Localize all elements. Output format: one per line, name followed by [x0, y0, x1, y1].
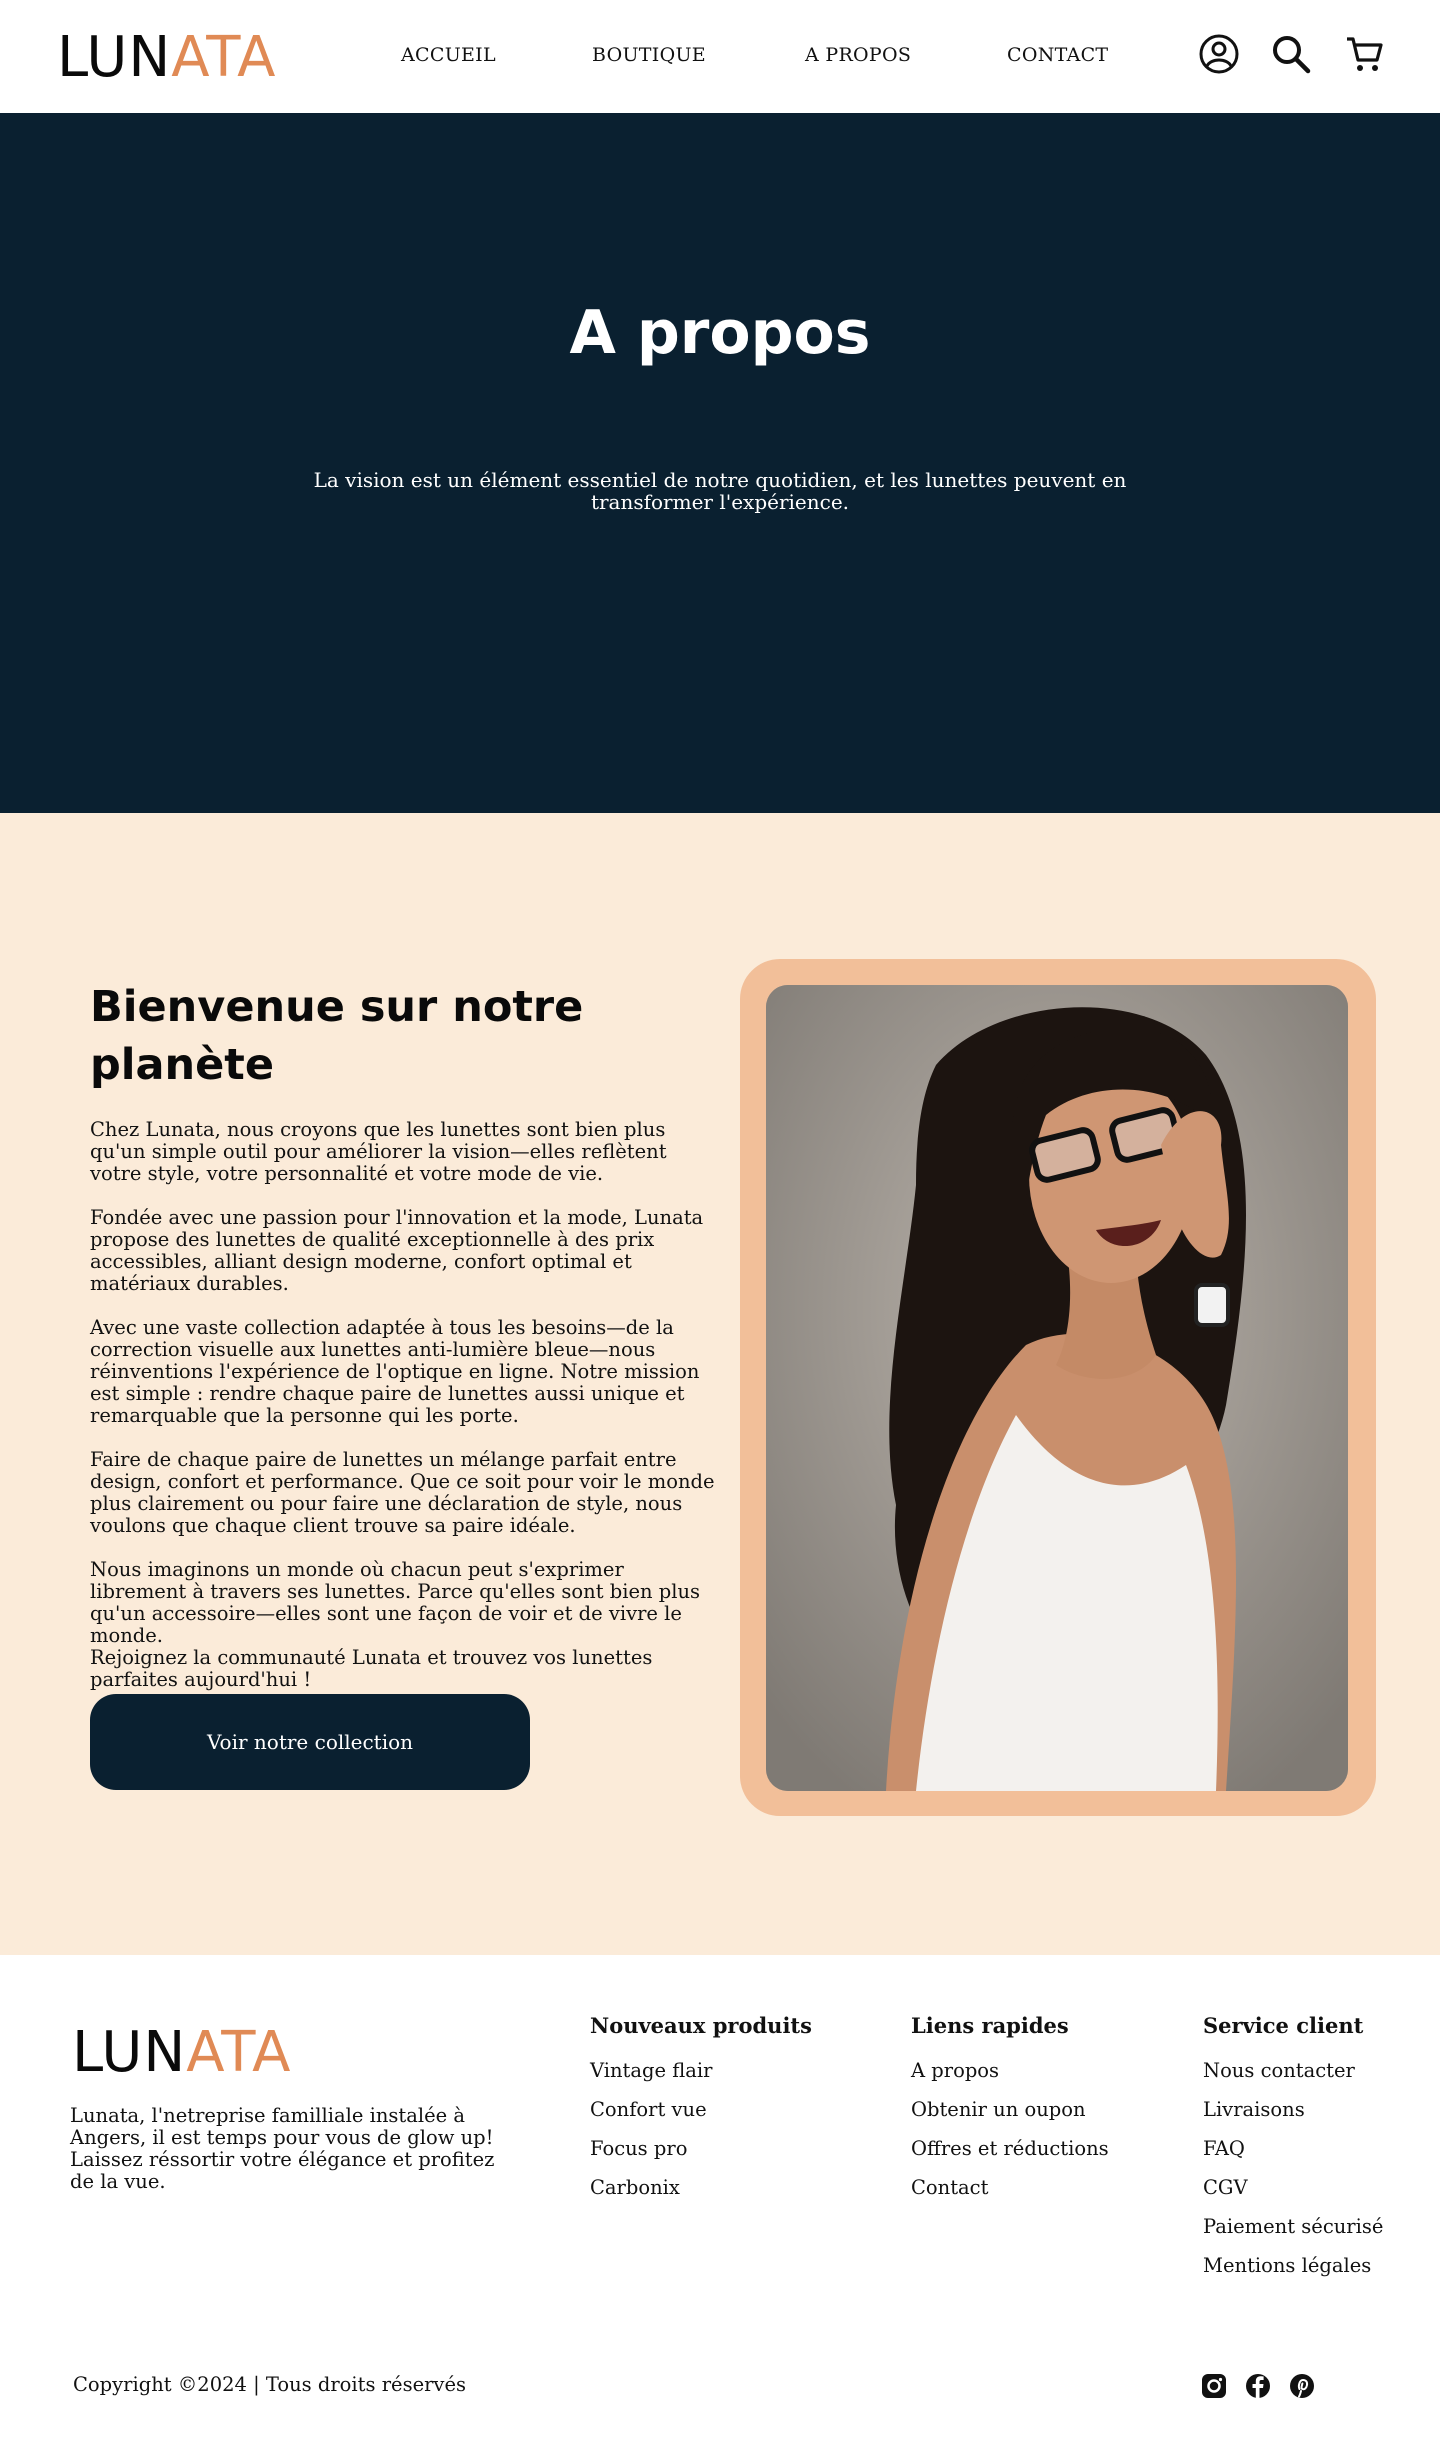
about-paragraph: Chez Lunata, nous croyons que les lunettes sont bien plus qu'un simple outil pour améliorer la vision—elles reflètent votre style, votre personnalité et votre mode de vie. — [90, 1118, 667, 1185]
about-paragraph: Avec une vaste collection adaptée à tous les besoins—de la correction visuelle aux lunettes anti-lumière bleue—nous réinventions l'expérience de l'optique en ligne. Notre mission est simple : rendre chaque paire de lunettes aussi unique et remarquable que la personne qui les porte. — [90, 1316, 700, 1427]
about-section — [0, 813, 1440, 1955]
footer-link[interactable]: Nous contacter — [1203, 2059, 1355, 2082]
footer-logo-part1: LUN — [72, 2020, 187, 2085]
about-paragraph: Nous imaginons un monde où chacun peut s'exprimer librement à travers ses lunettes. Parce qu'elles sont bien plus qu'un accessoire—elles sont une façon de voir et de vivre le monde. — [90, 1558, 701, 1647]
site-footer — [0, 1955, 1440, 2455]
facebook-icon[interactable] — [1245, 2373, 1271, 2399]
about-title: Bienvenue sur notre planète — [90, 982, 584, 1090]
footer-column-new-products — [590, 2013, 812, 2216]
brand-logo-part2: ATA — [171, 25, 277, 90]
footer-column-title: Service client — [1203, 2013, 1364, 2038]
nav-a-propos[interactable]: A PROPOS — [805, 44, 912, 66]
footer-link[interactable]: Confort vue — [590, 2098, 707, 2121]
footer-logo[interactable] — [72, 2020, 292, 2085]
search-icon[interactable] — [1270, 33, 1312, 75]
footer-column-title: Liens rapides — [911, 2013, 1069, 2038]
about-paragraph: Rejoignez la communauté Lunata et trouvez vos lunettes parfaites aujourd'hui ! — [90, 1646, 653, 1691]
nav-boutique[interactable]: BOUTIQUE — [592, 44, 706, 66]
footer-column-customer-service — [1203, 2013, 1383, 2294]
about-paragraph: Faire de chaque paire de lunettes un mélange parfait entre design, confort et performance. Que ce soit pour voir le monde plus clairement ou pour faire une déclaration de style, nous voulons que chaque client trouve sa paire idéale. — [90, 1448, 715, 1537]
footer-link[interactable]: CGV — [1203, 2176, 1248, 2199]
footer-link[interactable]: Obtenir un oupon — [911, 2098, 1086, 2121]
cart-icon[interactable] — [1344, 33, 1386, 75]
footer-logo-part2: ATA — [186, 2020, 292, 2085]
woman-with-glasses-photo — [766, 985, 1348, 1791]
footer-link[interactable]: Mentions légales — [1203, 2254, 1372, 2277]
pinterest-icon[interactable] — [1289, 2373, 1315, 2399]
footer-link[interactable]: Livraisons — [1203, 2098, 1305, 2121]
about-text — [90, 1119, 720, 1691]
footer-link[interactable]: Paiement sécurisé — [1203, 2215, 1384, 2238]
brand-logo[interactable] — [57, 25, 277, 90]
footer-column-title: Nouveaux produits — [590, 2013, 812, 2038]
copyright-text: Copyright ©2024 | Tous droits réservés — [73, 2373, 466, 2396]
nav-contact[interactable]: CONTACT — [1007, 44, 1109, 66]
nav-accueil[interactable]: ACCUEIL — [401, 44, 496, 66]
footer-link[interactable]: Carbonix — [590, 2176, 680, 2199]
view-collection-button[interactable]: Voir notre collection — [90, 1694, 530, 1790]
footer-link[interactable]: Focus pro — [590, 2137, 688, 2160]
woman-with-glasses-illustration — [766, 985, 1348, 1791]
footer-column-quick-links — [911, 2013, 1109, 2216]
footer-description: Lunata, l'netreprise familliale instalée à Angers, il est temps pour vous de glow up! Laissez réssortir votre élégance et profitez de la vue. — [70, 2104, 495, 2193]
instagram-icon[interactable] — [1201, 2373, 1227, 2399]
hero-subtitle: La vision est un élément essentiel de notre quotidien, et les lunettes peuvent en transformer l'expérience. — [313, 468, 1127, 514]
footer-link[interactable]: Vintage flair — [590, 2059, 713, 2082]
photo-frame — [740, 959, 1376, 1816]
footer-link[interactable]: FAQ — [1203, 2137, 1245, 2160]
hero-section — [0, 113, 1440, 813]
footer-link[interactable]: Offres et réductions — [911, 2137, 1109, 2160]
footer-link[interactable]: A propos — [911, 2059, 1000, 2082]
account-icon[interactable] — [1198, 33, 1240, 75]
footer-link[interactable]: Contact — [911, 2176, 989, 2199]
about-paragraph: Fondée avec une passion pour l'innovation et la mode, Lunata propose des lunettes de qualité exceptionnelle à des prix accessibles, alliant design moderne, confort optimal et matériaux durables. — [90, 1206, 704, 1295]
brand-logo-part1: LUN — [57, 25, 172, 90]
site-header — [0, 0, 1440, 113]
page-title: A propos — [569, 298, 871, 368]
